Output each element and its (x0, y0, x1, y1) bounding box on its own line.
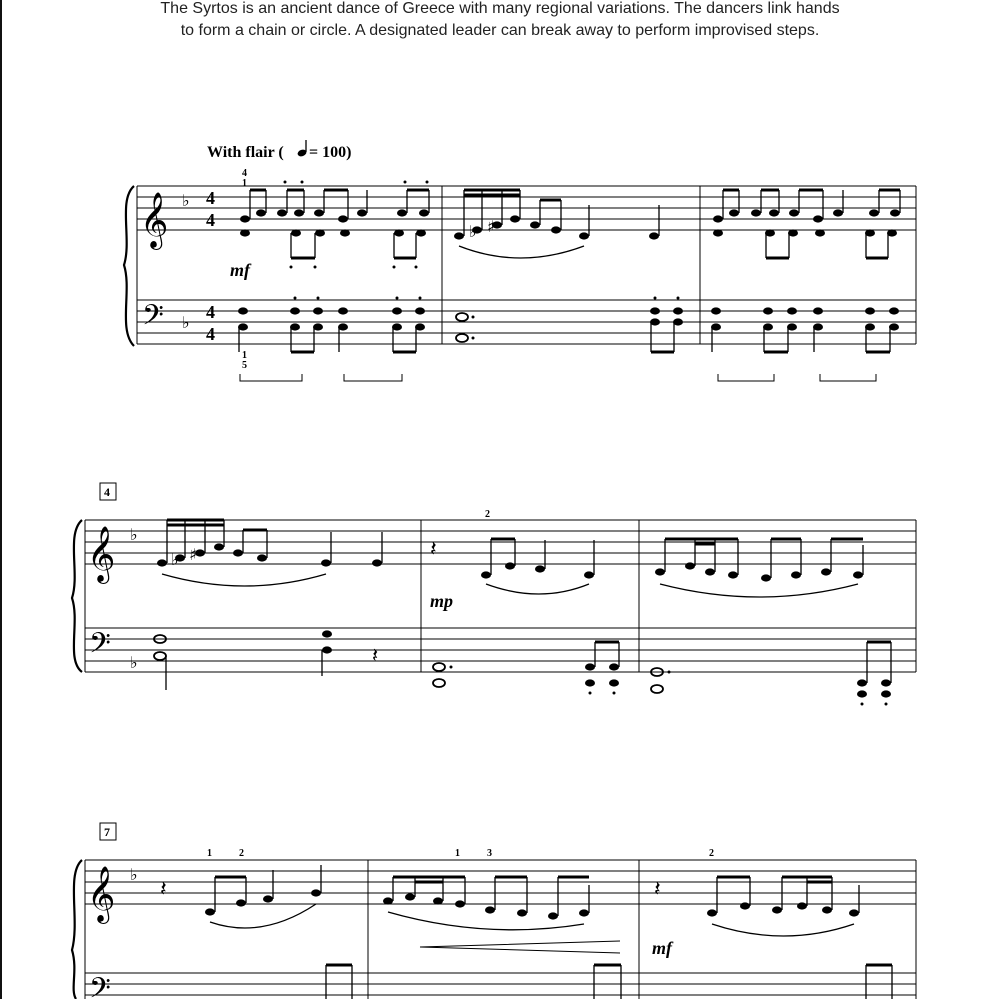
measure-1-stems (250, 190, 429, 258)
slur (210, 904, 316, 928)
measure-3-treble (713, 209, 900, 236)
measure-number: 7 (104, 825, 110, 839)
grand-staff-brace (124, 186, 134, 346)
intro-text-line-2: to form a chain or circle. A designated leader can break away to perform improvised steps. (180, 22, 820, 39)
system-1 (124, 140, 916, 381)
measure-9-beams (717, 877, 832, 882)
tempo-marking: With flair ( (207, 144, 284, 161)
system-3 (72, 823, 916, 999)
fingering: 2 (485, 509, 490, 520)
treble-clef-icon: 𝄞 (87, 866, 116, 922)
measure-6-bass (651, 642, 891, 706)
flat-accidental-icon: ♭ (469, 222, 477, 241)
grand-staff-brace (72, 520, 82, 672)
fingering: 5 (242, 360, 247, 371)
measure-7-stems (215, 865, 321, 912)
slur (660, 584, 858, 597)
diminuendo-hairpin (420, 941, 620, 953)
fingering: 3 (487, 848, 492, 859)
grand-staff-brace (72, 860, 82, 999)
bass-clef-icon: 𝄢 (142, 299, 164, 339)
measure-3-stems (723, 190, 900, 258)
treble-staff-2 (85, 520, 916, 564)
measure-3-beams (723, 190, 900, 258)
key-signature-flat-icon: ♭ (130, 865, 138, 884)
intro-text-line-1: The Syrtos is an ancient dance of Greece with many regional variations. The dancers link hands (160, 0, 840, 17)
dynamic-marking: mf (652, 938, 672, 958)
fingering: 2 (239, 848, 244, 859)
slur (712, 924, 854, 936)
sharp-accidental-icon: ♯ (487, 217, 495, 236)
measure-9-bass (866, 965, 892, 999)
bass-clef-icon: 𝄢 (89, 972, 111, 999)
measure-2-beams (464, 190, 561, 200)
measure-3-bass-stems (712, 327, 890, 352)
time-signature-bottom: 4 (206, 210, 215, 230)
treble-clef-icon: 𝄞 (87, 526, 116, 582)
key-signature-flat-icon: ♭ (130, 653, 138, 672)
key-signature-flat-icon: ♭ (130, 525, 138, 544)
measure-6-stems (665, 539, 863, 578)
measure-5-treble (481, 562, 594, 578)
treble-staff-3 (85, 860, 916, 904)
bass-clef-icon: 𝄢 (89, 627, 111, 667)
dynamic-marking: mp (430, 591, 454, 611)
time-signature-top: 4 (206, 302, 215, 322)
fingering: 1 (242, 178, 247, 189)
time-signature-bottom: 4 (206, 324, 215, 344)
fingering: 2 (709, 848, 714, 859)
time-signature-top: 4 (206, 188, 215, 208)
measure-number: 4 (104, 485, 110, 499)
key-signature-flat-icon: ♭ (182, 191, 190, 210)
fingering: 1 (207, 848, 212, 859)
quarter-rest-icon: 𝄽 (430, 537, 437, 562)
slur (162, 574, 326, 586)
fingering: 1 (242, 350, 247, 361)
quarter-rest-icon: 𝄽 (372, 643, 379, 667)
measure-6-treble (655, 562, 863, 581)
fingering: 4 (242, 168, 247, 179)
bass-staff-3 (85, 973, 916, 995)
dynamic-marking: mf (230, 260, 250, 280)
key-signature-flat-icon: ♭ (182, 313, 190, 332)
bass-staff-2 (85, 628, 916, 672)
measure-7-bass (326, 965, 352, 999)
sharp-accidental-icon: ♯ (189, 545, 197, 564)
flat-accidental-icon: ♭ (171, 550, 179, 569)
treble-clef-icon: 𝄞 (140, 192, 169, 248)
measure-8-beams (393, 877, 589, 882)
slur (486, 584, 589, 594)
system-2 (72, 483, 916, 706)
tempo-value: = 100) (309, 144, 352, 161)
measure-9-treble (707, 902, 859, 916)
bass-staff-1 (137, 300, 916, 344)
grouping-brackets (240, 374, 876, 381)
measure-8-bass (594, 965, 621, 999)
quarter-rest-icon: 𝄽 (654, 877, 661, 902)
fingering: 1 (455, 848, 460, 859)
measure-1-beams (250, 190, 429, 258)
measure-1-treble (240, 209, 429, 236)
measure-1-bass-stems (239, 327, 416, 352)
measure-1-bass (238, 297, 425, 331)
tempo-quarter-note-icon (297, 140, 308, 158)
quarter-rest-icon: 𝄽 (160, 877, 167, 902)
slur (459, 246, 584, 258)
measure-4-beams (167, 520, 267, 530)
